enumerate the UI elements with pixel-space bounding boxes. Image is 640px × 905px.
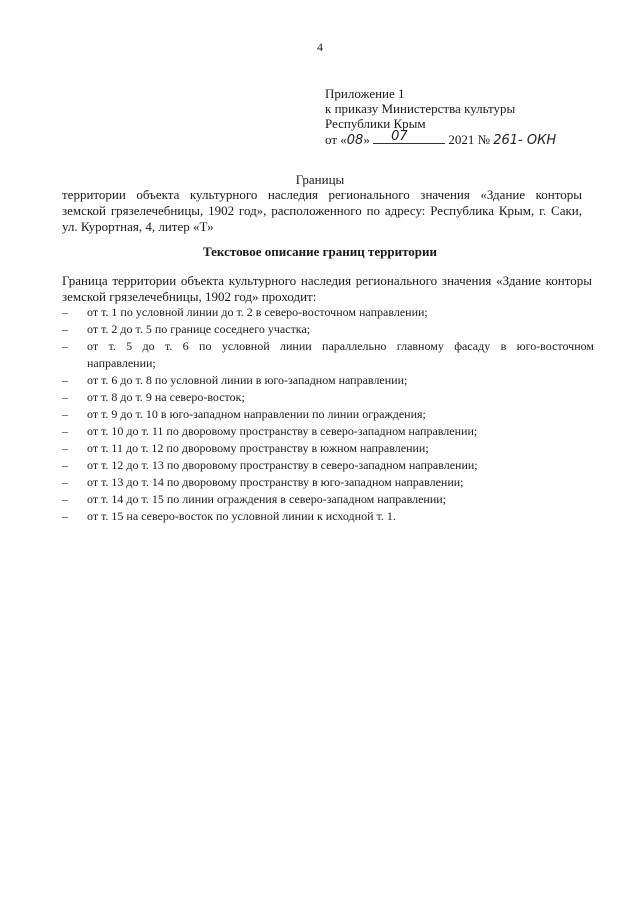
subtitle-line-3: ул. Курортная, 4, литер «Т» — [62, 219, 214, 234]
intro-line-2: земской грязелечебницы, 1902 год» проходит: — [62, 289, 317, 304]
order-date-line — [325, 131, 625, 148]
intro-line-1: Граница территории объекта культурного наследия регионального значения «Здание конторы — [62, 273, 592, 288]
section-heading: Текстовое описание границ территории — [202, 244, 438, 259]
list-item: – от т. 6 до т. 8 по условной линии в юго-западном направлении; — [62, 373, 408, 387]
date-mid: » — [363, 132, 370, 147]
handwritten-day: 08 — [346, 133, 364, 148]
list-item: – от т. 13 до т. 14 по дворовому пространству в юго-западном направлении; — [62, 475, 464, 489]
document-subtitle — [62, 187, 582, 235]
year-label: 2021 № — [448, 132, 490, 147]
boundary-list — [62, 304, 594, 525]
list-item: – от т. 15 на северо-восток по условной линии к исходной т. 1. — [62, 509, 396, 523]
list-item: – от т. 9 до т. 10 в юго-западном направлении по линии ограждения; — [62, 407, 426, 421]
list-item: – от т. 2 до т. 5 по границе соседнего участка; — [62, 322, 311, 336]
list-item: – от т. 5 до т. 6 по условной линии параллельно главному фасаду в юго-восточном направлении; — [62, 339, 594, 370]
list-item: – от т. 10 до т. 11 по дворовому пространству в северо-западном направлении; — [62, 424, 478, 438]
appendix-block — [325, 86, 625, 148]
appendix-title: Приложение 1 — [325, 86, 405, 101]
appendix-republic: Республики Крым — [325, 116, 426, 131]
list-item: – от т. 8 до т. 9 на северо-восток; — [62, 390, 245, 404]
intro-paragraph — [62, 273, 592, 305]
list-item: – от т. 14 до т. 15 по линии ограждения в северо-западном направлении; — [62, 492, 446, 506]
subtitle-line-1: территории объекта культурного наследия регионального значения «Здание конторы — [62, 187, 582, 202]
handwritten-order-number: 261- ОКН — [493, 133, 557, 148]
month-blank — [373, 131, 445, 144]
list-item: – от т. 11 до т. 12 по дворовому пространству в южном направлении; — [62, 441, 429, 455]
document-title: Границы — [295, 172, 345, 187]
handwritten-month: 07 — [391, 129, 408, 144]
list-item: – от т. 12 до т. 13 по дворовому пространству в северо-западном направлении; — [62, 458, 478, 472]
appendix-order-ref: к приказу Министерства культуры — [325, 101, 516, 116]
date-prefix: от « — [325, 132, 347, 147]
subtitle-line-2: земской грязелечебницы, 1902 год», расположенного по адресу: Республика Крым, г. Саки, — [62, 203, 582, 218]
list-item: – от т. 1 по условной линии до т. 2 в северо-восточном направлении; — [62, 305, 428, 319]
page-number: 4 — [317, 40, 323, 54]
